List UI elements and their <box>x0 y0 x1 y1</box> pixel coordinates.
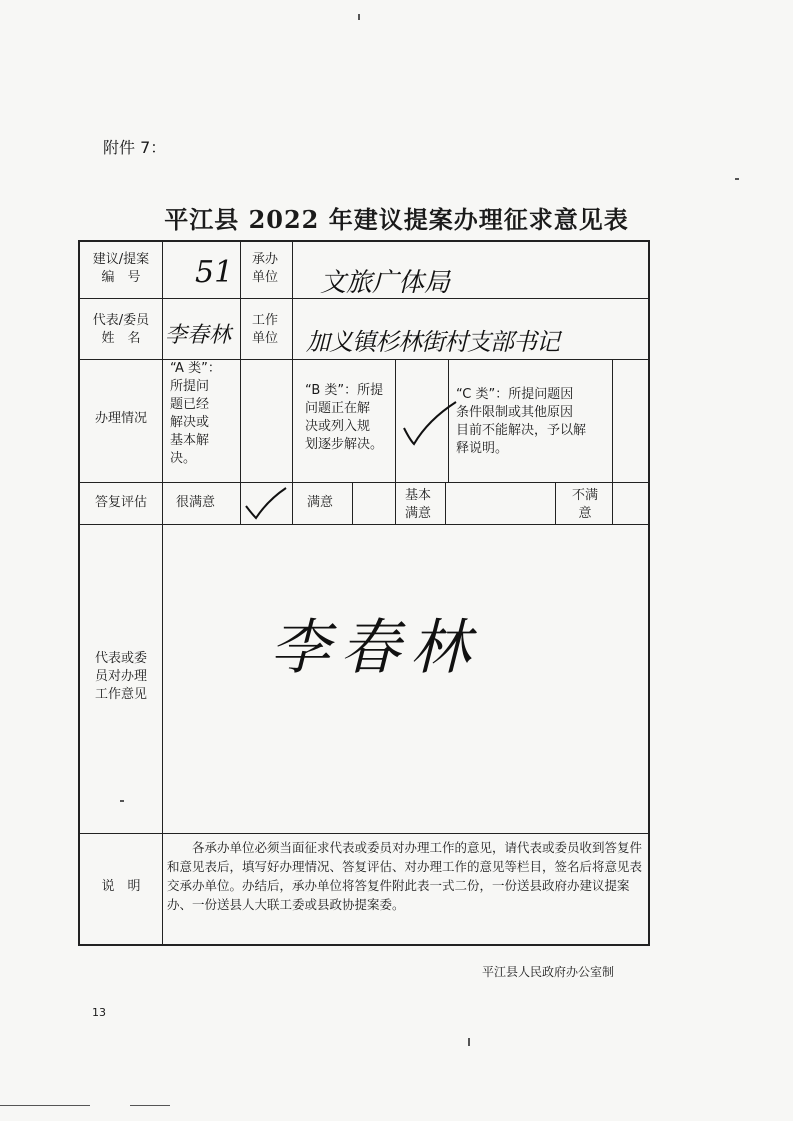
category-a-text: “A 类”： 所提问 题已经 解决或 基本解 决。 <box>170 361 221 466</box>
note-label: 说 明 <box>101 879 141 894</box>
category-b-text: “B 类”：所提 问题正在解 决或列入规 划逐步解决。 <box>305 383 384 452</box>
scan-speck <box>120 800 124 802</box>
category-c-text: “C 类”：所提问题因 条件限制或其他原因 目前不能解决，予以解 释说明。 <box>456 387 587 456</box>
scan-speck <box>735 178 739 180</box>
page-number: 13 <box>92 1006 106 1019</box>
proposal-number-value: 51 <box>195 255 234 290</box>
eval-basically-satisfied: 基本 满意 <box>405 488 432 521</box>
proposal-number-label: 建议/提案 编 号 <box>92 252 150 285</box>
scan-edge-line <box>0 1105 90 1106</box>
representative-name: 李春林 <box>165 323 232 348</box>
opinion-label: 代表或委 员对办理 工作意见 <box>94 651 147 702</box>
check-mark-very-satisfied <box>240 484 292 522</box>
note-text: 各承办单位必须当面征求代表或委员对办理工作的意见，请代表或委员收到答复件和意见表后，填写好办理情况、答复评估、对办理工作的意见等栏目，签名后将意见表交承办单位。办结后，承办单位将答复件附此表一式二份，一份送县政府办建议提案办、一份送县人大联工委或县政协提案委。 <box>167 840 643 912</box>
work-unit-label: 工作 单位 <box>252 313 279 346</box>
evaluation-label: 答复评估 <box>94 495 147 510</box>
signature: 李春林 <box>270 613 480 683</box>
form-title: 平江县 2022 年建议提案办理征求意见表 <box>164 205 629 234</box>
work-unit-value: 加义镇杉林街村支部书记 <box>306 328 559 356</box>
scan-speck <box>358 14 360 20</box>
attachment-label: 附件 7： <box>103 138 167 157</box>
eval-satisfied: 满意 <box>307 495 334 510</box>
scan-edge-line <box>130 1105 170 1106</box>
scan-speck <box>468 1038 470 1046</box>
check-mark-category-c <box>398 400 460 450</box>
eval-unsatisfied: 不满 意 <box>571 488 598 521</box>
eval-very-satisfied: 很满意 <box>176 495 216 510</box>
handling-unit-label: 承办 单位 <box>252 252 279 285</box>
representative-label: 代表/委员 姓 名 <box>92 313 150 346</box>
handling-unit-value: 文旅广体局 <box>320 268 451 298</box>
footer-org: 平江县人民政府办公室制 <box>482 965 615 979</box>
handling-status-label: 办理情况 <box>94 411 147 426</box>
